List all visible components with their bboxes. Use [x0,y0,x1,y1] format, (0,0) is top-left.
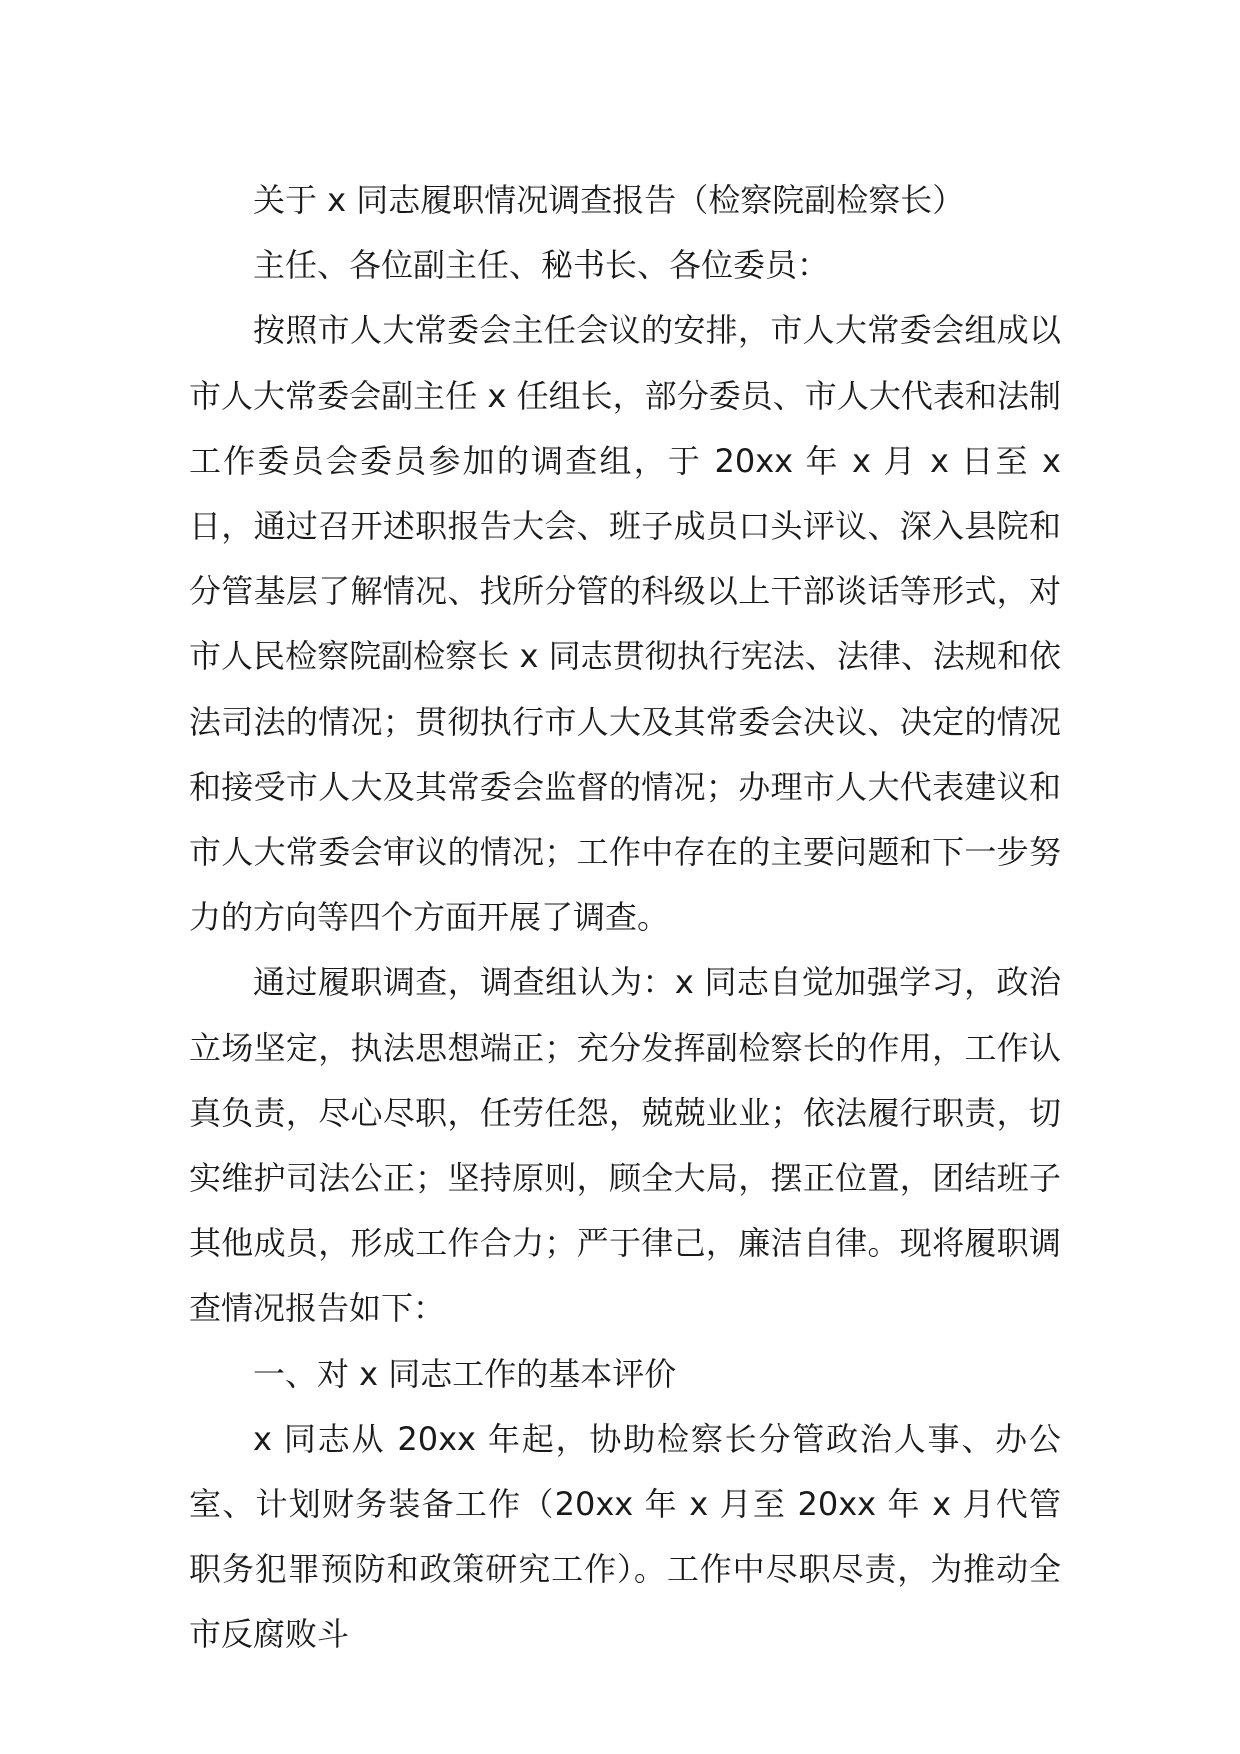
document-body [189,168,1061,1668]
paragraph-arrangement: 按照市人大常委会主任会议的安排，市人大常委会组成以市人大常委会副主任 x 任组长，部分委员、市人大代表和法制工作委员会委员参加的调查组，于 20xx 年 x 月 x 日至 x 日，通过召开述职报告大会、班子成员口头评议、深入县院和分管基层了解情况、找所分管的科级以上干部谈话等形式，对市人民检察院副检察长 x 同志贯彻执行宪法、法律、法规和依法司法的情况；贯彻执行市人大及其常委会决议、决定的情况和接受市人大及其常委会监督的情况；办理市人大代表建议和市人大常委会审议的情况；工作中存在的主要问题和下一步努力的方向等四个方面开展了调查。 [189,311,1061,937]
paragraph-assessment: 通过履职调查，调查组认为：x 同志自觉加强学习，政治立场坚定，执法思想端正；充分发挥副检察长的作用，工作认真负责，尽心尽职，任劳任怨，兢兢业业；依法履行职责，切实维护司法公正；坚持原则，顾全大局，摆正位置，团结班子其他成员，形成工作合力；严于律己，廉洁自律。现将履职调查情况报告如下： [189,963,1061,1328]
salutation: 主任、各位副主任、秘书长、各位委员： [253,246,830,285]
paragraph-work-scope: x 同志从 20xx 年起，协助检察长分管政治人事、办公室、计划财务装备工作（20xx 年 x 月至 20xx 年 x 月代管职务犯罪预防和政策研究工作）。工作中尽职尽责，为推动全市反腐败斗 [189,1419,1061,1654]
section-heading-basic-evaluation: 一、对 x 同志工作的基本评价 [253,1354,677,1393]
document-title: 关于 x 同志履职情况调查报告（检察院副检察长） [253,181,965,219]
